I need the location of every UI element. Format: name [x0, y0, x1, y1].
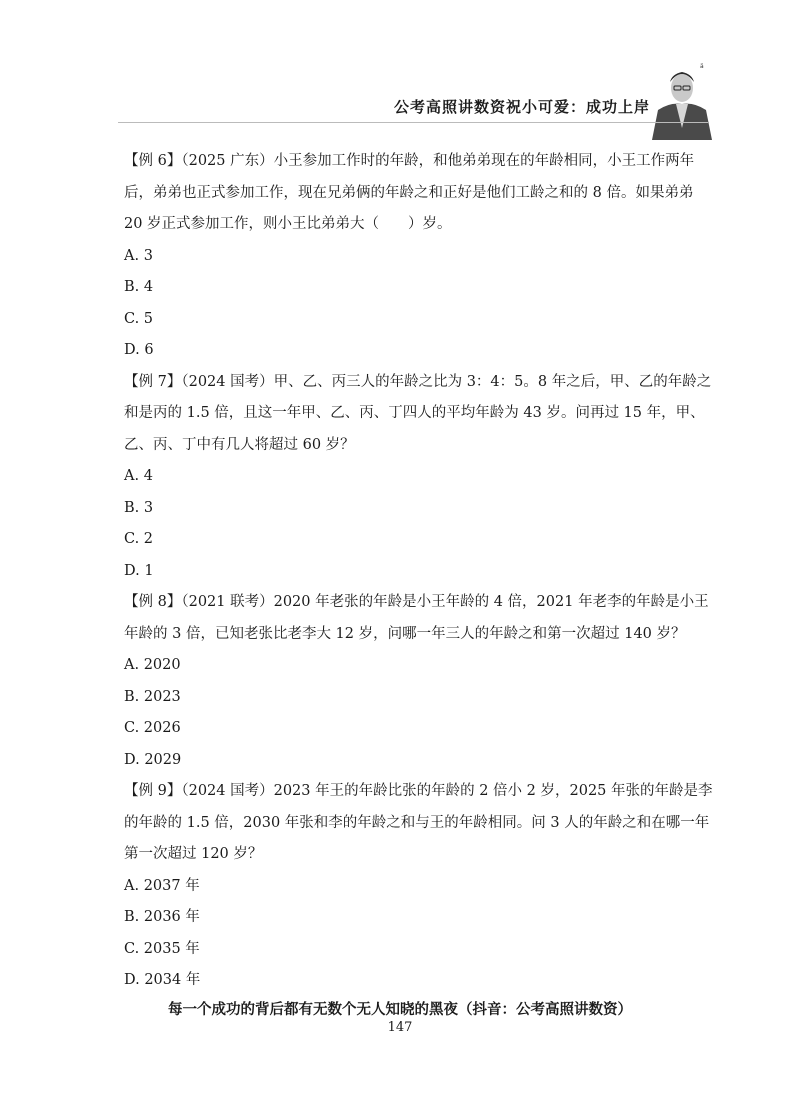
question-block [124, 587, 714, 776]
option-c: C. 5 [124, 310, 154, 327]
option-d: D. 6 [124, 342, 154, 358]
author-portrait [648, 58, 716, 140]
question-tag: 【例 9】 [124, 783, 182, 799]
question-stem [124, 776, 714, 871]
option-a: A. 2020 [124, 657, 181, 673]
option-a: A. 4 [124, 468, 153, 484]
question-text: （2021 联考）2020 年老张的年龄是小王年龄的 4 倍，2021 年老李的年龄是小王年龄的 3 倍，已知老张比老李大 12 岁，问哪一年三人的年龄之和第一次超过 140 岁？ [124, 594, 709, 642]
question-tag: 【例 8】 [124, 594, 182, 610]
option-c: C. 2026 [124, 720, 181, 736]
question-block [124, 146, 714, 367]
svg-text:ä: ä [700, 63, 704, 70]
option-d: D. 2034 年 [124, 972, 201, 988]
option-a: A. 2037 年 [124, 877, 200, 894]
question-block [124, 776, 714, 997]
page-number: 147 [387, 1020, 413, 1035]
question-block [124, 367, 714, 588]
question-stem [124, 587, 714, 650]
option-b: B. 3 [124, 499, 154, 516]
question-text: （2024 国考）甲、乙、丙三人的年龄之比为 3：4：5。8 年之后，甲、乙的年龄之和是丙的 1.5 倍，且这一年甲、乙、丙、丁四人的平均年龄为 43 岁。问再过 15 年，甲、乙、丙、丁中有几人将超过 60 岁？ [124, 373, 712, 453]
option-a: A. 3 [124, 247, 153, 264]
question-list [124, 146, 714, 997]
option-b: B. 4 [124, 279, 154, 295]
question-stem [124, 146, 714, 241]
question-tag: 【例 6】 [124, 153, 182, 169]
question-text: （2025 广东）小王参加工作时的年龄，和他弟弟现在的年龄相同，小王工作两年后，弟弟也正式参加工作，现在兄弟俩的年龄之和正好是他们工龄之和的 8 倍。如果弟弟 20 岁正式参加工作，则小王比弟弟大（ ）岁。 [124, 153, 695, 232]
question-tag: 【例 7】 [124, 373, 182, 390]
option-d: D. 1 [124, 562, 154, 579]
option-b: B. 2036 年 [124, 909, 200, 925]
option-c: C. 2035 年 [124, 940, 200, 957]
header-title: 公考高照讲数资祝小可爱：成功上岸 [393, 98, 650, 116]
option-c: C. 2 [124, 531, 154, 547]
footer-slogan: 每一个成功的背后都有无数个无人知晓的黑夜（抖音：公考高照讲数资） [168, 1002, 632, 1018]
option-d: D. 2029 [124, 751, 182, 768]
page-header [0, 0, 800, 140]
option-b: B. 2023 [124, 688, 181, 705]
question-text: （2024 国考）2023 年王的年龄比张的年龄的 2 倍小 2 岁，2025 年张的年龄是李的年龄的 1.5 倍，2030 年张和李的年龄之和与王的年龄相同。问 3 人的年龄之和在哪一年第一次超过 120 岁？ [124, 783, 713, 862]
header-divider [118, 122, 708, 123]
question-stem [124, 367, 714, 462]
